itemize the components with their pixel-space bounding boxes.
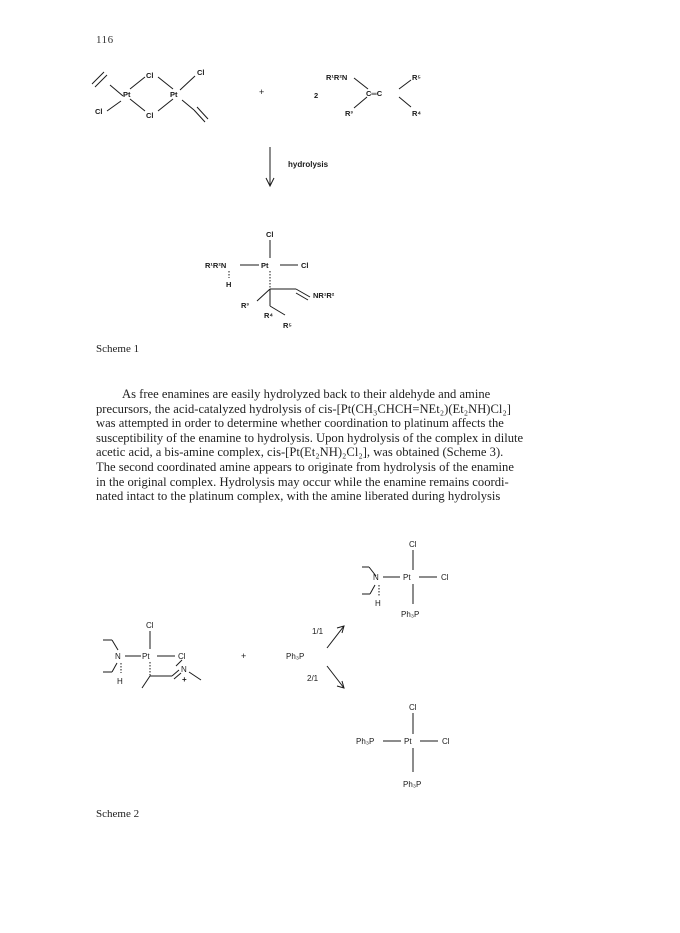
plus-sign-scheme1: + bbox=[259, 87, 265, 97]
reactant-pt-atom: Pt bbox=[142, 652, 150, 661]
upper-product-cl-right: Cl bbox=[441, 573, 449, 582]
pt-enamine-complex-reactant bbox=[103, 621, 201, 688]
reactant-n-atom: N bbox=[115, 652, 121, 661]
upper-product-phosphine: Ph₃P bbox=[401, 610, 420, 619]
enamine-amine-group: R¹R²N bbox=[326, 73, 348, 82]
scheme-1-caption: Scheme 1 bbox=[96, 343, 140, 355]
upper-product-n-atom: N bbox=[373, 573, 379, 582]
paragraph-line-7: in the original complex. Hydrolysis may occur while the enamine remains coordi- bbox=[96, 474, 509, 489]
enamine-reactant bbox=[314, 73, 421, 118]
enamine-r5: R⁵ bbox=[412, 73, 421, 82]
paragraph-line-4: susceptibility of the enamine to hydrolysis. Upon hydrolysis of the complex in dilute bbox=[96, 430, 524, 445]
lower-product-pt-atom: Pt bbox=[404, 737, 412, 746]
scheme-2-caption: Scheme 2 bbox=[96, 808, 140, 820]
mono-phosphine-product bbox=[362, 540, 449, 619]
paragraph-line-3: was attempted in order to determine whether coordination to platinum affects the bbox=[96, 416, 504, 431]
ratio-2-to-1-label: 2/1 bbox=[307, 674, 319, 683]
lower-product-cl-top: Cl bbox=[409, 703, 417, 712]
enamine-coefficient: 2 bbox=[314, 91, 319, 100]
reactant-iminium-n: N bbox=[181, 665, 187, 674]
cl-bridge-bottom: Cl bbox=[146, 111, 154, 120]
page-number: 116 bbox=[96, 34, 114, 46]
pt-atom-right: Pt bbox=[170, 90, 178, 99]
upper-product-cl-top: Cl bbox=[409, 540, 417, 549]
product-cl-top: Cl bbox=[266, 230, 274, 239]
lower-product-phosphine-left: Ph₃P bbox=[356, 737, 375, 746]
pt-enamine-product bbox=[205, 230, 335, 330]
upper-product-pt-atom: Pt bbox=[403, 573, 411, 582]
plus-sign-scheme2: + bbox=[241, 651, 247, 661]
enamine-r4: R⁴ bbox=[412, 109, 422, 118]
enamine-r3: R³ bbox=[345, 109, 353, 118]
scheme-2-diagram bbox=[0, 530, 680, 810]
pt-dimer-reactant bbox=[92, 68, 208, 122]
reactant-h-atom: H bbox=[117, 677, 123, 686]
paragraph-line-8: nated intact to the platinum complex, with the amine liberated during hydrolysis bbox=[96, 489, 501, 504]
lower-product-cl-right: Cl bbox=[442, 737, 450, 746]
product-pt-atom: Pt bbox=[261, 261, 269, 270]
reactant-cl-right: Cl bbox=[178, 652, 186, 661]
scheme-1-diagram bbox=[0, 0, 680, 330]
product-r3: R³ bbox=[241, 301, 249, 310]
ratio-1-to-1-label: 1/1 bbox=[312, 627, 324, 636]
reagent-phosphine: Ph₃P bbox=[286, 652, 305, 661]
product-r5: R⁵ bbox=[283, 321, 292, 330]
paragraph-line-2: precursors, the acid-catalyzed hydrolysis of cis-[Pt(CH₃CHCH=NEt₂)(Et₂NH)Cl₂] bbox=[96, 401, 511, 416]
product-h: H bbox=[226, 280, 232, 289]
product-cl-right: Cl bbox=[301, 261, 309, 270]
cl-bridge-top: Cl bbox=[146, 71, 154, 80]
cl-terminal-left: Cl bbox=[95, 107, 103, 116]
bis-phosphine-product bbox=[356, 703, 450, 789]
hydrolysis-label: hydrolysis bbox=[288, 160, 329, 169]
paragraph-line-1: As free enamines are easily hydrolyzed back to their aldehyde and amine bbox=[122, 387, 491, 401]
upper-product-h-atom: H bbox=[375, 599, 381, 608]
hydrolysis-arrow bbox=[266, 147, 329, 186]
pt-atom-left: Pt bbox=[123, 90, 131, 99]
body-paragraph bbox=[96, 387, 580, 504]
paragraph-line-5: acetic acid, a bis-amine complex, cis-[Pt(Et₂NH)₂Cl₂], was obtained (Scheme 3). bbox=[96, 445, 504, 460]
cl-terminal-right: Cl bbox=[197, 68, 205, 77]
lower-product-phosphine-bottom: Ph₃P bbox=[403, 780, 422, 789]
phosphine-reagent-and-ratios bbox=[286, 626, 344, 688]
product-r4: R⁴ bbox=[264, 311, 274, 320]
product-iminium: NR¹R² bbox=[313, 291, 335, 300]
reactant-positive-charge: + bbox=[182, 675, 187, 684]
reactant-cl-top: Cl bbox=[146, 621, 154, 630]
product-amine: R¹R²N bbox=[205, 261, 227, 270]
paragraph-line-6: The second coordinated amine appears to originate from hydrolysis of the enamine bbox=[96, 459, 514, 474]
enamine-double-bond: C═C bbox=[366, 89, 383, 98]
